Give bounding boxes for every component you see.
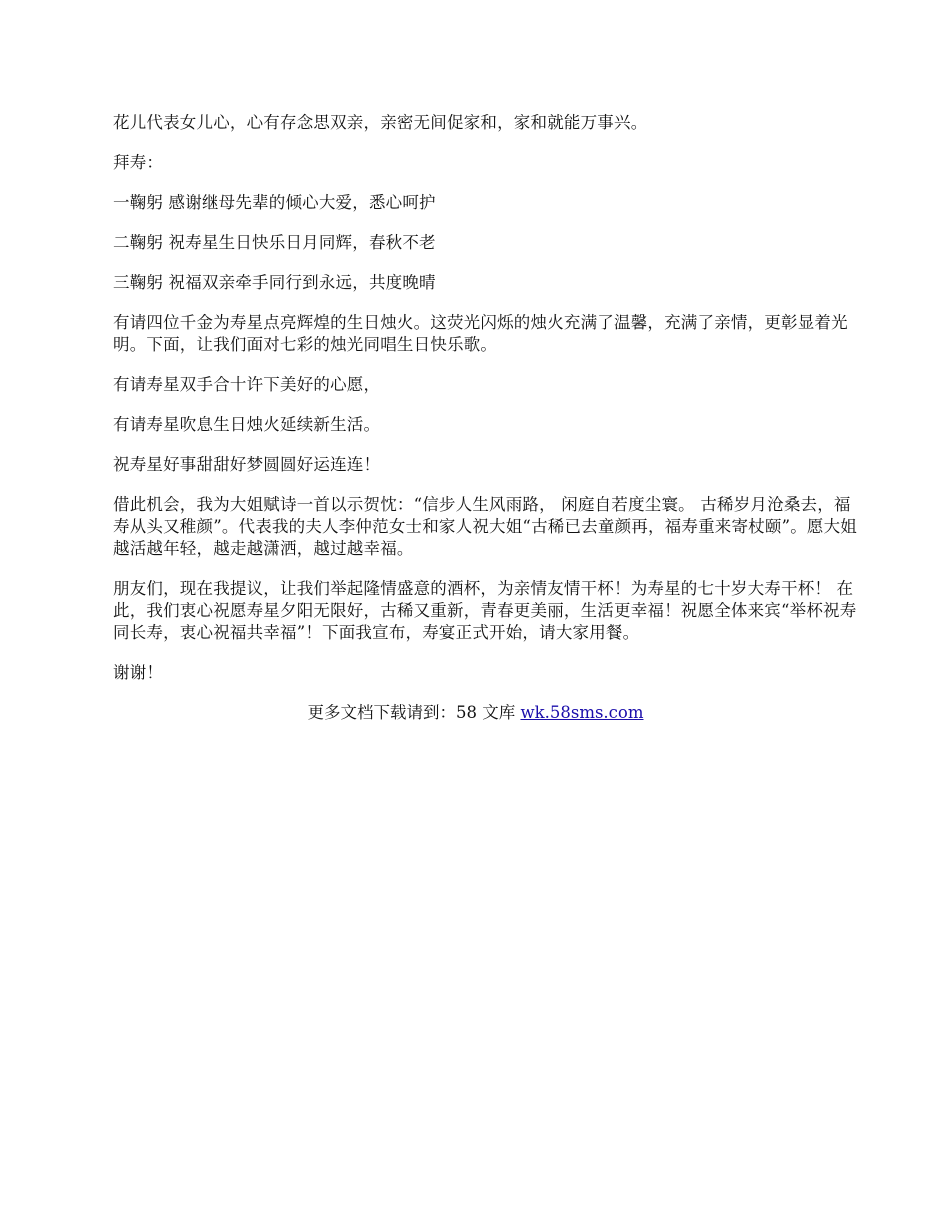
paragraph-toast: 朋友们，现在我提议，让我们举起隆情盛意的酒杯，为亲情友情干杯！为寿星的七十岁大寿干杯！ 在此，我们衷心祝愿寿星夕阳无限好，古稀又重新，青春更美丽，生活更幸福！祝愿全体来宾“举杯祝寿同长寿，衷心祝福共幸福”！下面我宣布，寿宴正式开始，请大家用餐。 <box>113 579 857 642</box>
paragraph-thanks: 谢谢！ <box>113 663 164 682</box>
paragraph-intro: 花儿代表女儿心，心有存念思双亲，亲密无间促家和，家和就能万事兴。 <box>113 113 648 132</box>
footer-text: 更多文档下载请到：58 文库 <box>307 703 521 722</box>
paragraph-bai-shou: 拜寿： <box>113 153 164 172</box>
paragraph-poem: 借此机会，我为大姐赋诗一首以示贺忱：“信步人生风雨路， 闲庭自若度尘寰。 古稀岁月沧桑去，福寿从头又稚颜”。代表我的夫人李仲范女士和家人祝大姐“古稀已去童颜再，福寿重来寄杖颐”。愿大姐越活越年轻，越走越潇洒，越过越幸福。 <box>113 495 858 558</box>
paragraph-wish: 有请寿星双手合十许下美好的心愿， <box>113 375 381 394</box>
document-body <box>113 112 858 724</box>
paragraph-blow-candles: 有请寿星吹息生日烛火延续新生活。 <box>113 415 381 434</box>
paragraph-second-bow: 二鞠躬 祝寿星生日快乐日月同辉，春秋不老 <box>113 233 436 252</box>
paragraph-third-bow: 三鞠躬 祝福双亲牵手同行到永远，共度晚晴 <box>113 273 436 292</box>
paragraph-blessing: 祝寿星好事甜甜好梦圆圆好运连连！ <box>113 455 381 474</box>
paragraph-first-bow: 一鞠躬 感谢继母先辈的倾心大爱，悉心呵护 <box>113 193 436 212</box>
download-footer <box>113 702 838 724</box>
footer-link[interactable]: wk.58sms.com <box>520 703 644 722</box>
paragraph-candles: 有请四位千金为寿星点亮辉煌的生日烛火。这荧光闪烁的烛火充满了温馨，充满了亲情，更彰显着光明。下面，让我们面对七彩的烛光同唱生日快乐歌。 <box>113 313 848 354</box>
